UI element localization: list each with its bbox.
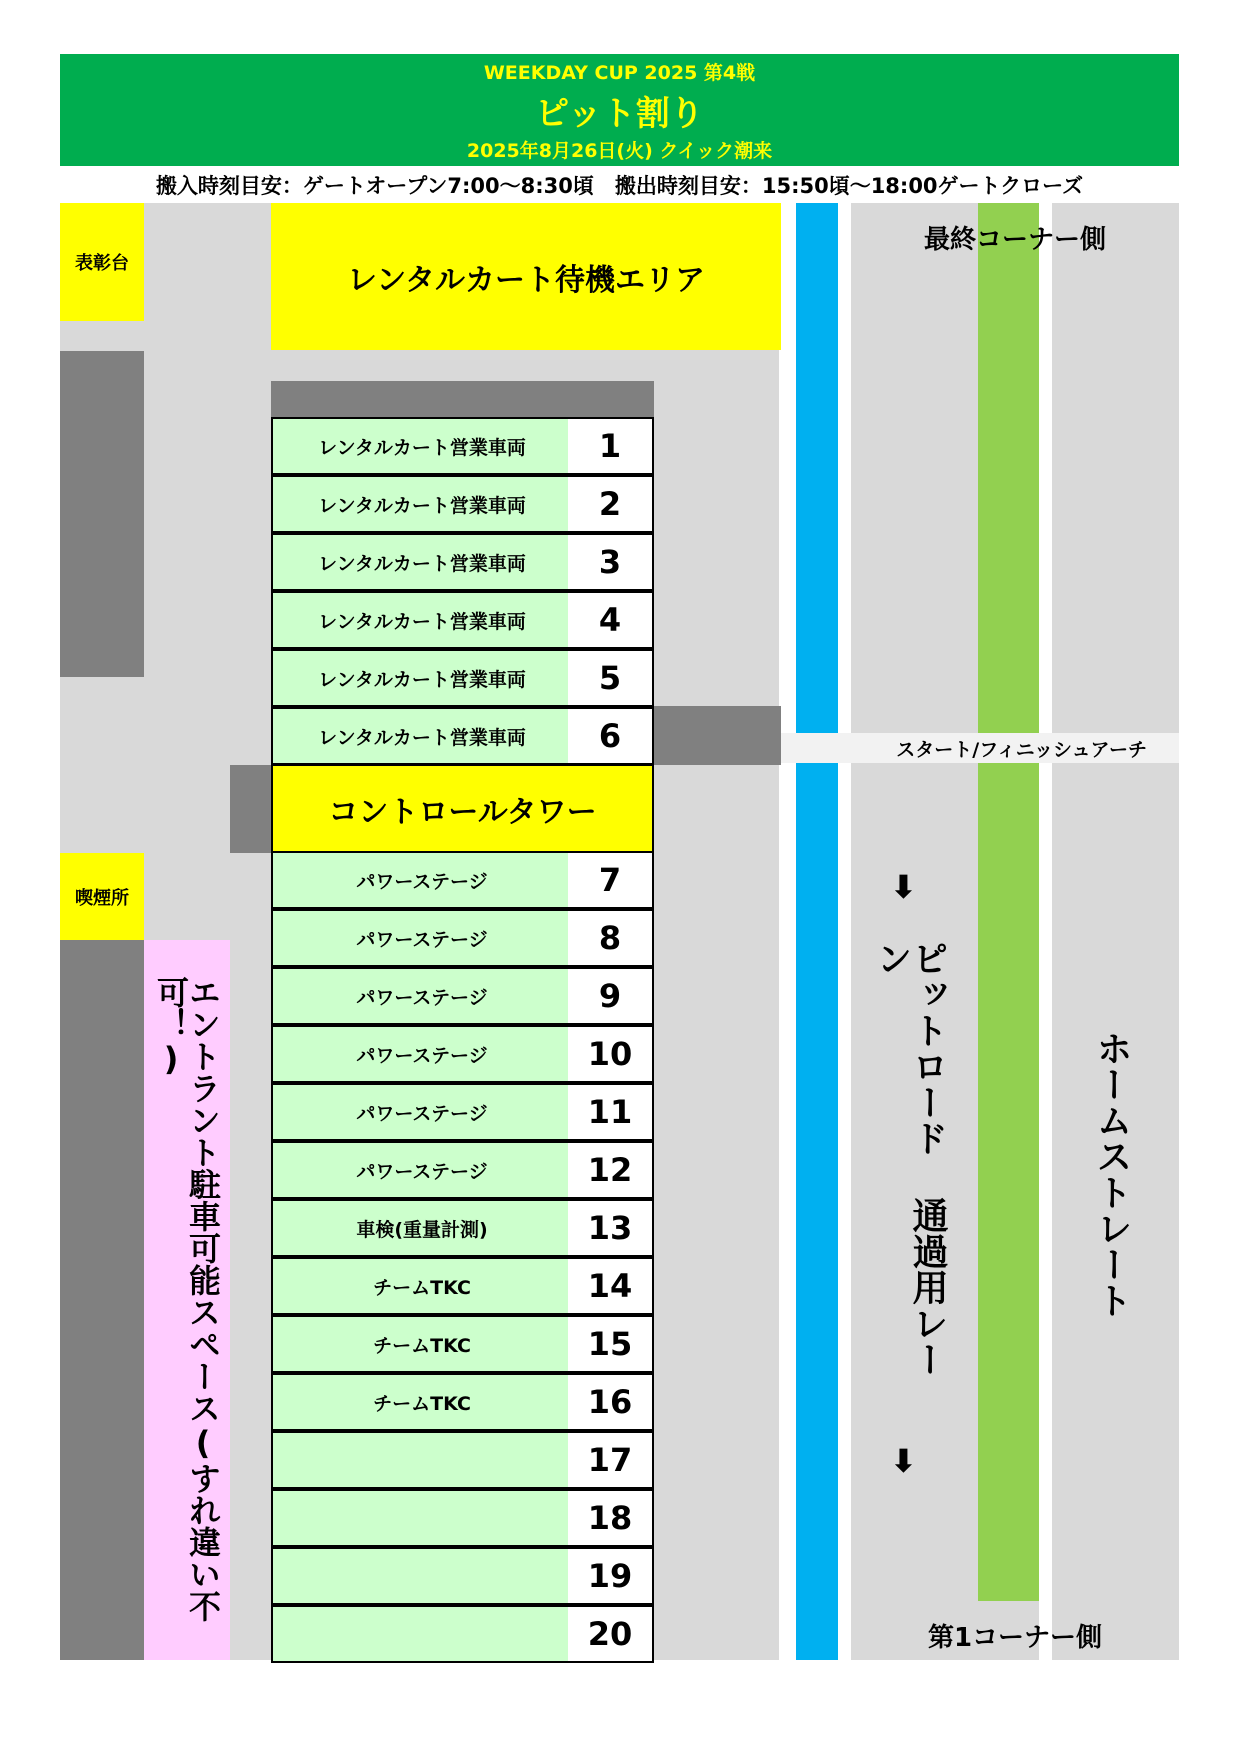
pit-row: [271, 1141, 654, 1199]
pit-row: [271, 1605, 654, 1663]
time-guide: 搬入時刻目安：ゲートオープン7:00～8:30頃 搬出時刻目安：15:50頃～18:00ゲートクローズ: [155, 174, 1084, 198]
pit-label: レンタルカート営業車両: [318, 726, 526, 749]
pit-road-label: ピットロード 通過用レーン: [871, 940, 948, 1377]
pit-label: チームTKC: [373, 1392, 471, 1415]
event-name: WEEKDAY CUP 2025 第4戦: [483, 62, 756, 84]
pit-label: チームTKC: [373, 1276, 471, 1299]
pit-number: 11: [568, 1085, 652, 1139]
pit-label: パワーステージ: [356, 870, 488, 893]
pit-label: レンタルカート営業車両: [318, 610, 526, 633]
pit-road-lane: [796, 203, 838, 1660]
pit-row: [271, 591, 654, 649]
entrant-parking-label: エントラント駐車可能スペース(すれ違い不可！): [152, 976, 222, 1622]
building-tower-left: [230, 765, 271, 853]
pit-number: 8: [568, 911, 652, 965]
pit-label: レンタルカート営業車両: [318, 494, 526, 517]
pit-number: 9: [568, 969, 652, 1023]
pit-label: [273, 1491, 571, 1545]
track-green-strip: [978, 203, 1039, 1601]
pit-row: [271, 909, 654, 967]
page-title: ピット割り: [535, 94, 704, 134]
pit-number: 2: [568, 477, 652, 531]
control-tower: コントロールタワー: [271, 764, 654, 853]
pit-label: パワーステージ: [356, 928, 488, 951]
start-finish-arch: スタート/フィニッシュアーチ: [781, 733, 1179, 763]
track-divider: [1039, 203, 1052, 1660]
pit-label: [273, 1607, 571, 1661]
pit-road-label-box: [871, 940, 948, 1400]
pit-label: レンタルカート営業車両: [318, 436, 526, 459]
smoking-area: 喫煙所: [60, 853, 144, 940]
building-pit-top: [271, 381, 654, 417]
pit-label: パワーステージ: [356, 1044, 488, 1067]
pit-label: [273, 1433, 571, 1487]
pit-row: [271, 417, 654, 475]
pit-number: 6: [568, 709, 652, 763]
header-banner: [60, 54, 1179, 166]
event-date: 2025年8月26日(火) クイック潮来: [466, 140, 773, 162]
pit-label: パワーステージ: [356, 1102, 488, 1125]
pit-label: 車検(重量計測): [356, 1218, 488, 1241]
pit-row: [271, 707, 654, 765]
podium-area: 表彰台: [60, 203, 144, 321]
pit-row: [271, 1489, 654, 1547]
pit-number: 14: [568, 1259, 652, 1313]
final-corner-label: 最終コーナー側: [923, 224, 1106, 255]
pit-number: 12: [568, 1143, 652, 1197]
home-straight-label: ホームストレート: [1091, 1030, 1132, 1318]
pit-row: [271, 649, 654, 707]
pit-row: [271, 1025, 654, 1083]
pit-number: 20: [568, 1607, 652, 1661]
pit-number: 4: [568, 593, 652, 647]
pit-number: 16: [568, 1375, 652, 1429]
pit-label: レンタルカート営業車両: [318, 552, 526, 575]
building-pit-right: [654, 706, 781, 765]
pit-number: 17: [568, 1433, 652, 1487]
pit-label: チームTKC: [373, 1334, 471, 1357]
pit-row: [271, 475, 654, 533]
entrant-parking-area: [144, 940, 230, 1660]
building-left-lower: [60, 940, 144, 1660]
pit-row: [271, 1257, 654, 1315]
pit-number: 18: [568, 1491, 652, 1545]
pit-row: [271, 533, 654, 591]
pit-label: パワーステージ: [356, 1160, 488, 1183]
pit-row: [271, 967, 654, 1025]
pit-number: 5: [568, 651, 652, 705]
pit-number: 19: [568, 1549, 652, 1603]
building-left-upper: [60, 351, 144, 677]
pit-arrow-bottom-icon: ⬇: [890, 1442, 917, 1480]
pit-label: [273, 1549, 571, 1603]
pit-number: 3: [568, 535, 652, 589]
pit-number: 7: [568, 853, 652, 907]
pit-number: 15: [568, 1317, 652, 1371]
pit-number: 10: [568, 1027, 652, 1081]
pit-row: [271, 1373, 654, 1431]
pit-label: パワーステージ: [356, 986, 488, 1009]
pit-row: [271, 1547, 654, 1605]
home-straight-box: [1080, 1030, 1142, 1350]
pit-row: [271, 1431, 654, 1489]
pit-row: [271, 1199, 654, 1257]
pit-number: 1: [568, 419, 652, 473]
pit-row: [271, 851, 654, 909]
pit-number: 13: [568, 1201, 652, 1255]
pit-row: [271, 1083, 654, 1141]
pit-row: [271, 1315, 654, 1373]
pit-arrow-top-icon: ⬇: [890, 868, 917, 906]
first-corner-label: 第1コーナー側: [927, 1622, 1103, 1653]
pit-label: レンタルカート営業車両: [318, 668, 526, 691]
rental-waiting-area: レンタルカート待機エリア: [271, 203, 781, 350]
